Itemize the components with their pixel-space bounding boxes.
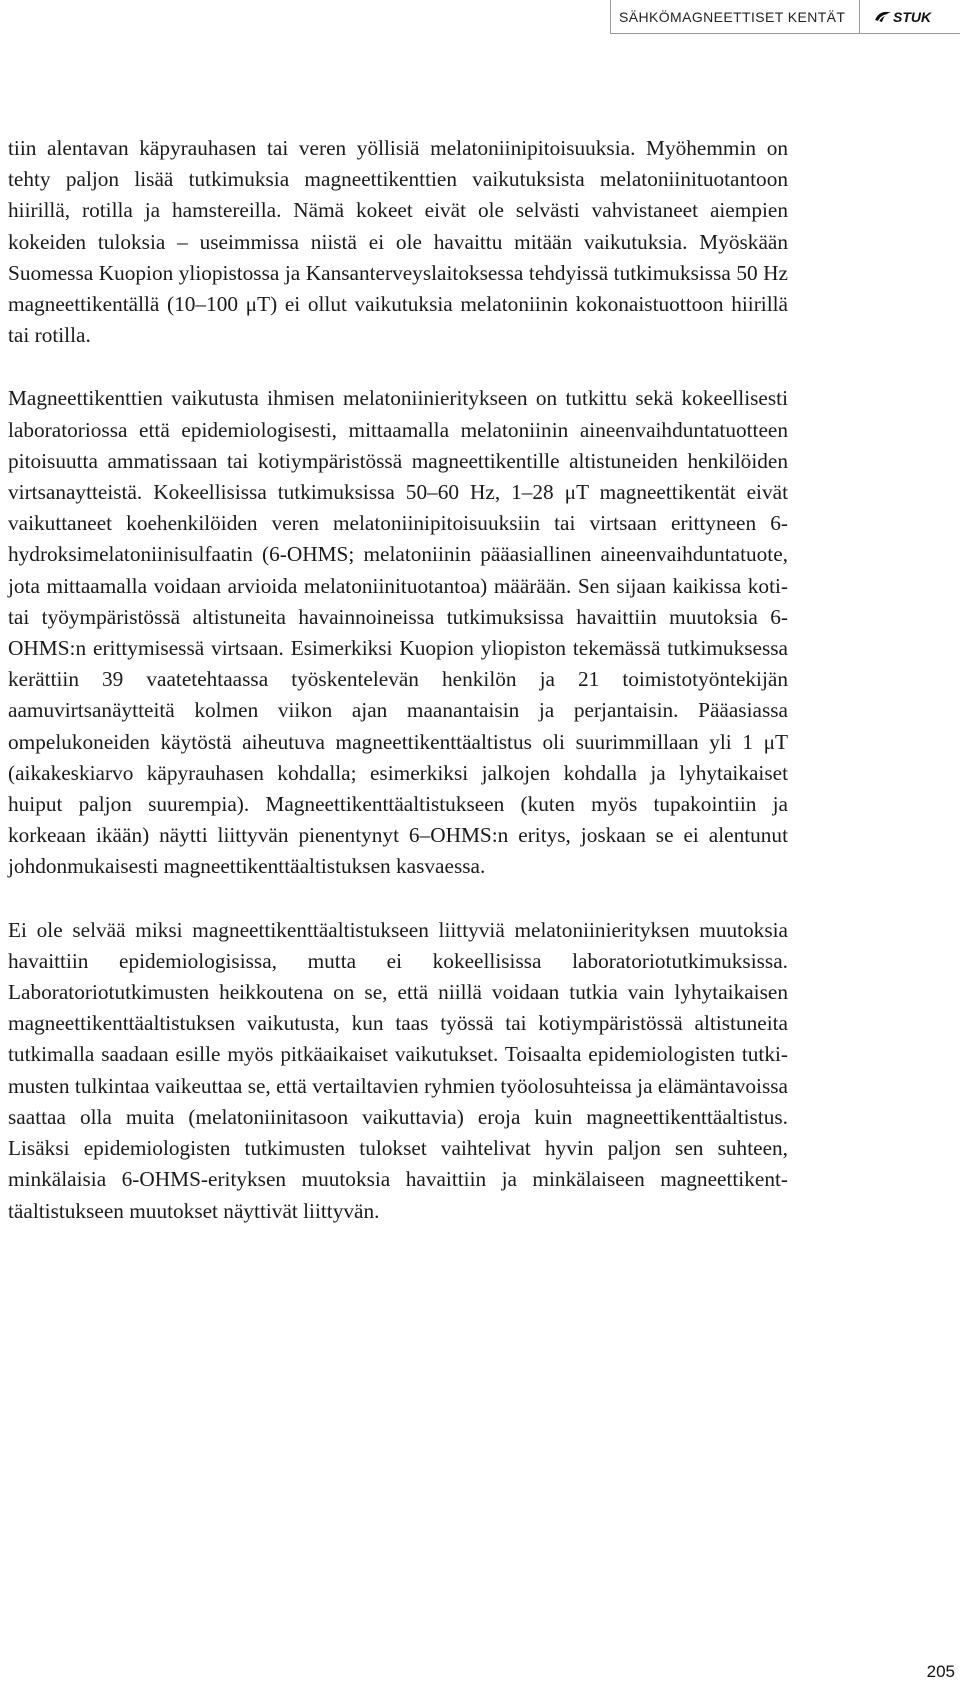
- header-title: SÄHKÖMAGNEETTISET KENTÄT: [619, 8, 846, 25]
- stuk-logo-icon: [874, 10, 892, 24]
- body-text: [8, 133, 788, 1259]
- running-header: [610, 0, 960, 34]
- page-number: 205: [926, 1662, 955, 1681]
- paragraph-2: Magneettikenttien vaikutusta ihmisen melatoniinieritykseen on tutkittu sekä kokeellisesti laboratoriossa että epidemiologisesti, mittaamalla melatoniinin aineenvaihduntatuotteen pitoisuutta ammatissaan tai kotiympäristössä magneettikentille altistuneiden henkilöiden virtsanaytteistä. Kokeellisissa tutkimuksissa 50–60 Hz, 1–28 μT magneettikentät eivät vaikuttaneet koehenkilöiden veren melatoniinipitoisuuksiin tai virtsaan erittyneen 6-hydroksimelatoniinisulfaatin (6-OHMS; melatoniinin pääasiallinen aineenvaihduntatuote, jota mittaamalla voidaan arvioida melatoniinituotantoa) määrään. Sen sijaan kaikissa koti- tai työympäristössä altistuneita havainnoineissa tutkimuksissa havaittiin muutoksia 6-OHMS:n erittymisessä virtsaan. Esimerkiksi Kuopion yliopiston tekemässä tutkimuksessa kerättiin 39 vaatetehtaassa työskentelevän henkilön ja 21 toimistotyöntekijän aamuvirtsanäytteitä kolmen viikon ajan maanantaisin ja perjantaisin. Pääasiassa ompelukoneiden käytöstä aiheutuva magneettikenttäaltistus oli suurimmillaan yli 1 μT (aikakeskiarvo käpyrauhasen kohdalla; esimerkiksi jalkojen kohdalla ja lyhytaikaiset huiput paljon suurempia). Magneettikenttäaltistukseen (kuten myös tupakointiin ja korkeaan ikään) näytti liittyvän pienentynyt 6–OHMS:n eritys, joskaan se ei alentunut johdonmukaisesti magneettikenttäaltistuksen kasvaessa.: [8, 386, 788, 879]
- stuk-logo: [860, 9, 931, 25]
- paragraph-1: tiin alentavan käpyrauhasen tai veren yöllisiä melatoniinipitoisuuksia. Myöhemmin on tehty paljon lisää tutkimuksia magneettikenttien vaikutuksista melatoniinituotantoon hiirillä, rotilla ja hamstereilla. Nämä kokeet eivät ole selvästi vahvistaneet aiempien kokeiden tuloksia – useimmissa niistä ei ole havaittu mitään vaikutuksia. Myöskään Suomessa Kuopion yliopistossa ja Kansanterveyslaitoksessa tehdyissä tutkimuksissa 50 Hz magneettikentällä (10–100 μT) ei ollut vaikutuksia melatoniinin kokonaistuottoon hiirillä tai rotilla.: [8, 136, 788, 348]
- paragraph-3: Ei ole selvää miksi magneettikenttäaltistukseen liittyviä melatoniinierityksen muutoksia havaittiin epidemiologisissa, mutta ei kokeellisissa laboratoriotutkimuksissa. Laboratoriotutkimusten heikkoutena on se, että niillä voidaan tutkia vain lyhytaikaisen magneettikenttäaltistuksen vaikutusta, kun taas työssä tai kotiympäristössä altistuneita tutkimalla saadaan esille myös pitkäaikaiset vaikutukset. Toisaalta epidemiologisten tutkimusten tulkintaa vaikeuttaa se, että vertailtavien ryhmien työolosuhteissa ja elämäntavoissa saattaa olla muita (melatoniinitasoon vaikuttavia) eroja kuin magneettikenttäaltistus. Lisäksi epidemiologisten tutkimusten tulokset vaihtelivat hyvin paljon sen suhteen, minkälaisia 6-OHMS-erityksen muutoksia havaittiin ja minkälaiseen magneettikenttäaltistukseen muutokset näyttivät liittyvän.: [8, 917, 788, 1223]
- logo-text: STUK: [893, 8, 932, 25]
